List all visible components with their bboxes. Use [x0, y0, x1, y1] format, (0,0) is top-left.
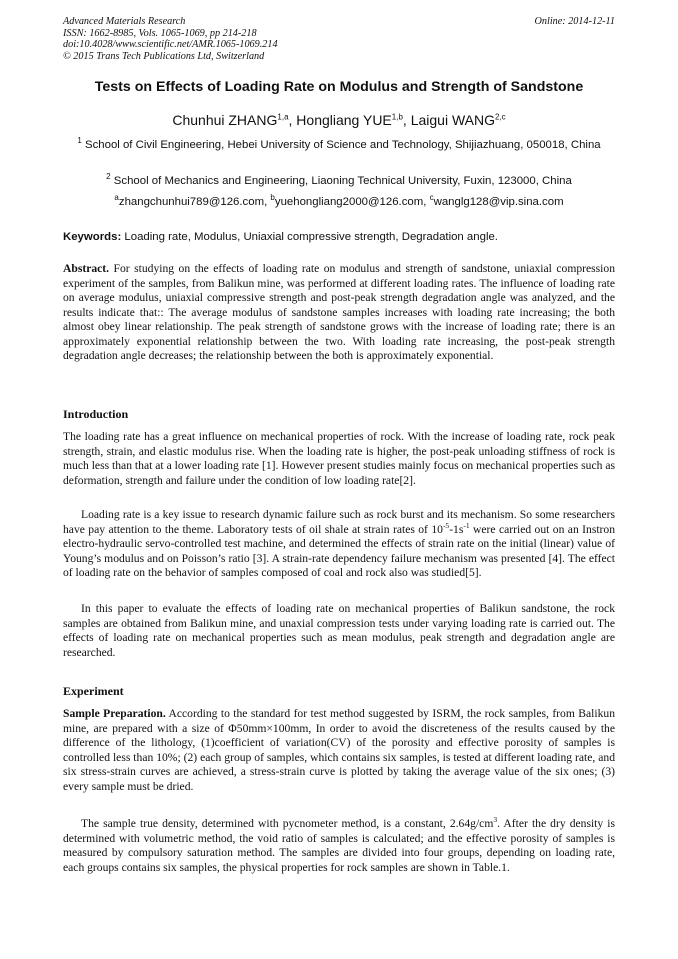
author-affiliation-mark: 1,a [277, 112, 289, 122]
intro-p2-text: were carried out on an Instron electro-hydraulic servo-controlled test machine, and determined the effects of strain rate on the initial (linear) value of Young’s modulus and on Poisson’s ratio [3]. A strain-rate dependency failure mechanism was presented [4]. The effect of loading rate on the behavior of samples composed of coal and rock also was studied[5]. [63, 522, 616, 579]
email-separator: , [264, 196, 271, 208]
affiliation-1 [63, 138, 615, 153]
keywords [63, 231, 615, 243]
author-list [40, 112, 638, 128]
intro-paragraph-1: The loading rate has a great influence on mechanical properties of rock. With the increase of loading rate, rock peak strength, strain, and elastic modulus rise. When the loading rate is higher, the post-peak unloading stiffness of rock is much less than that at a lower loading rate [1]. However present studies mainly focus on mechanical properties such as deformation, strength and failure under the condition of low loading rate[2]. [63, 430, 615, 487]
author-affiliation-mark: 1,b [391, 112, 403, 122]
journal-issn: ISSN: 1662-8985, Vols. 1065-1069, pp 214-218 [63, 27, 257, 39]
experiment-p2-text: . After the dry density is determined with volumetric method, the void ratio of samples is calculated; and the effective porosity of samples is measured by compulsory saturation method. The samples are divided into four groups, depending on loading rate, each groups contains six samples, the physical properties for rock samples are shown in Table.1. [63, 817, 616, 874]
email-mark: c [429, 193, 434, 203]
journal-doi: doi:10.4028/www.scientific.net/AMR.1065-1069.214 [63, 39, 278, 51]
experiment-p2-text: The sample true density, determined with pycnometer method, is a constant, 2.64g/cm [81, 817, 494, 830]
affiliation-number: 2 [106, 172, 111, 182]
paper-title: Tests on Effects of Loading Rate on Modulus and Strength of Sandstone [94, 79, 584, 95]
email-link[interactable]: zhangchunhui789@126.com [118, 196, 265, 208]
intro-p2-text: Loading rate is a key issue to research dynamic failure such as rock burst and its mechanism. So some researchers have pay attention to the theme. Laboratory tests of oil shale at strain rates of 10 [63, 508, 615, 536]
author-name: Laigui WANG [410, 112, 495, 128]
intro-paragraph-3: In this paper to evaluate the effects of loading rate on mechanical properties of Balikun sandstone, the rock samples are obtained from Balikun mine, and unaxial compression tests under varying loading rate is carried out. The effects of loading rate on mechanical properties such as mean modulus, peak strength and degradation angle are researched. [63, 602, 615, 659]
affiliation-number: 1 [77, 136, 82, 146]
online-date: Online: 2014-12-11 [534, 16, 615, 27]
abstract-text: For studying on the effects of loading rate on modulus and strength of sandstone, uniaxial compression experiment of the samples, from Balikun mine, was performed at different loading rates. The influence of loading rate on average modulus, uniaxial compressive strength and post-peak strength degradation angle was analyzed, and the results indicate that:: The average modulus of sandstone samples increases with loading rate increasing; the both almost obey linear relationship. The peak strength of sandstone grows with the increase of loading rate; there is an approximately exponential relationship between the two. With loading rate increasing, the post-peak strength degradation angle decreases; the relationship between the both is approximately exponential. [63, 262, 615, 362]
affiliation-2 [63, 174, 615, 189]
abstract [63, 262, 615, 364]
experiment-paragraph-2 [63, 817, 615, 875]
subsection-label: Sample Preparation. [63, 707, 166, 720]
email-link[interactable]: yuehongliang2000@126.com [274, 196, 424, 208]
exponent: -1 [463, 520, 470, 530]
author-affiliation-mark: 2,c [494, 112, 506, 122]
section-heading-introduction: Introduction [63, 407, 129, 421]
keywords-label: Keywords: [63, 231, 122, 243]
email-mark: b [270, 193, 275, 203]
journal-name: Advanced Materials Research [63, 16, 186, 27]
exponent: -5 [442, 520, 450, 530]
experiment-paragraph-1 [63, 707, 615, 794]
affiliation-text: School of Mechanics and Engineering, Liaoning Technical University, Fuxin, 123000, China [113, 175, 572, 187]
experiment-p1-text: According to the standard for test method suggested by ISRM, the rock samples, from Balikun mine, are prepared with a size of Φ50mm×100mm, In order to avoid the discreteness of the results caused by the difference of the lithology, (1)coefficient of variation(CV) of the porosity and effective porosity of samples is controlled less than 10%; (2) each group of samples, which contains six samples, is tested at different loading rate, and six stress-strain curves are achieved, a stress-strain curve is plotted by taking the average value of the six ones; (3) every sample must be dried. [63, 707, 615, 793]
section-heading-experiment: Experiment [63, 684, 124, 698]
affiliation-text: School of Civil Engineering, Hebei University of Science and Technology, Shijiazhuang, 050018, China [84, 139, 601, 151]
journal-header [63, 16, 615, 62]
intro-paragraph-2 [63, 508, 615, 581]
author-name: Chunhui ZHANG [172, 112, 278, 128]
author-name: Hongliang YUE [296, 112, 392, 128]
journal-copyright: © 2015 Trans Tech Publications Ltd, Switzerland [63, 50, 265, 62]
abstract-label: Abstract. [63, 262, 110, 275]
keywords-text: Loading rate, Modulus, Uniaxial compressive strength, Degradation angle. [121, 231, 498, 243]
author-separator: , [402, 112, 411, 128]
exponent: 3 [493, 815, 498, 825]
intro-p2-text: -1s [449, 522, 464, 536]
author-emails [63, 193, 615, 208]
email-mark: a [114, 193, 119, 203]
email-link[interactable]: wanglg128@vip.sina.com [433, 196, 564, 208]
email-separator: , [423, 196, 430, 208]
author-separator: , [288, 112, 297, 128]
